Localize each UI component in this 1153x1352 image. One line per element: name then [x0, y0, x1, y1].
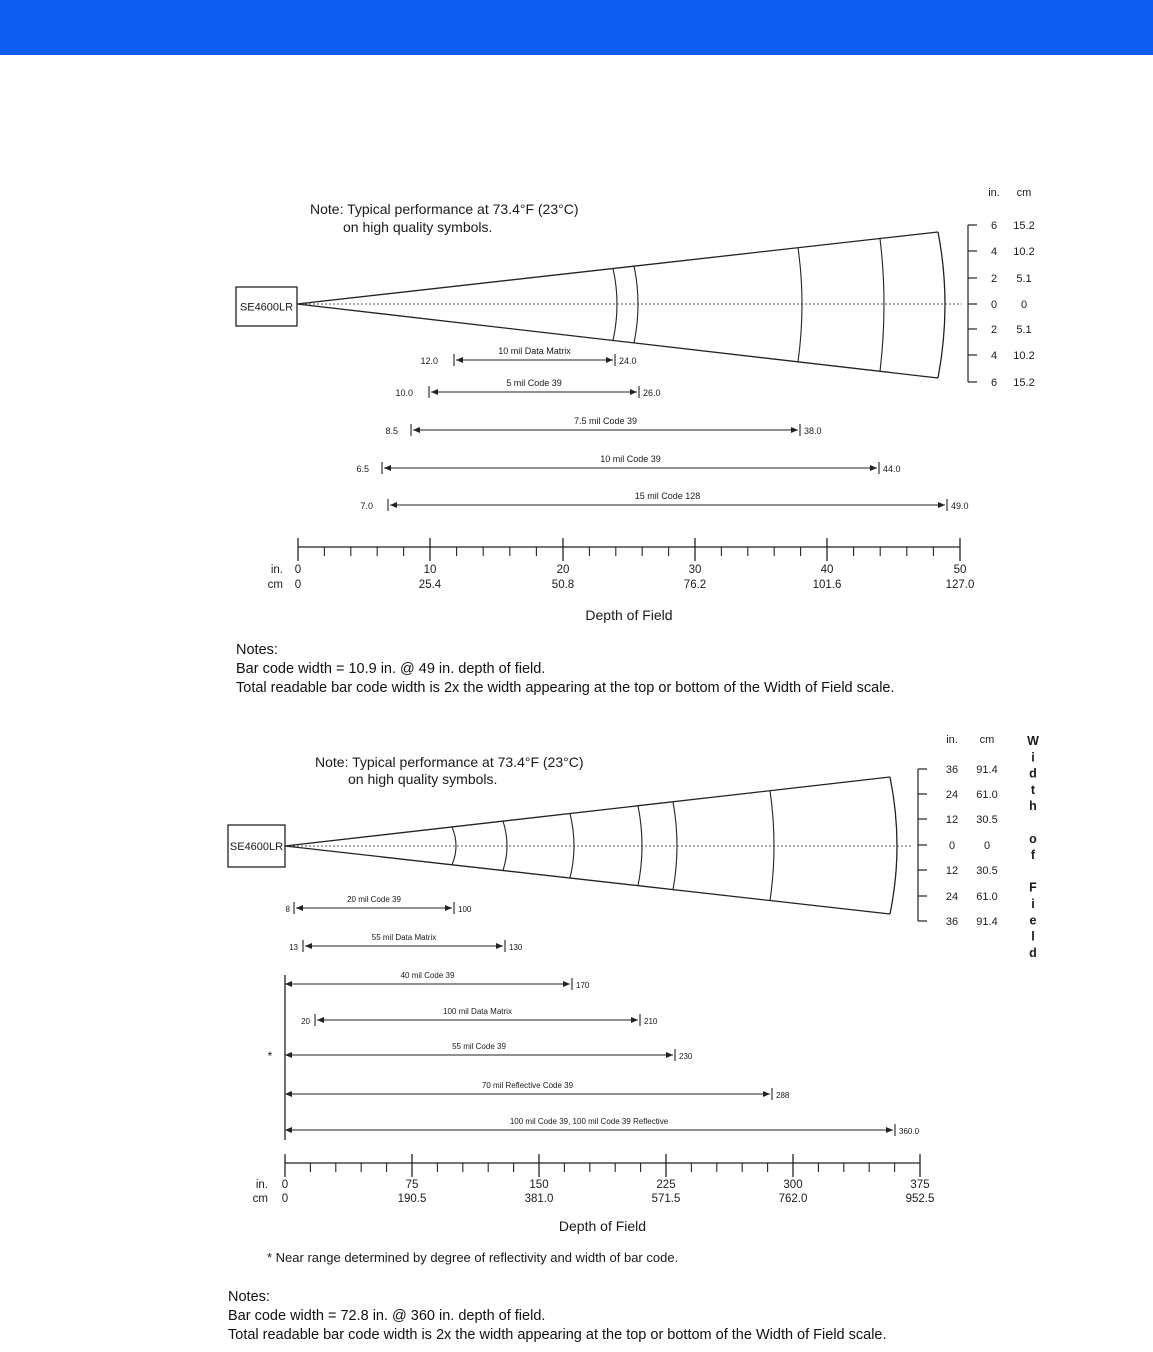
fig1-depth-axis-cm-label: 101.6 [812, 579, 842, 591]
fig1-range-near-label: 7.0 [360, 501, 373, 511]
fig2-range-far-label: 210 [644, 1017, 658, 1026]
fig2-range-far-label: 130 [509, 943, 523, 952]
fig2-range-arrow-left [305, 943, 312, 949]
fig1-depth-axis-in-label: 40 [820, 564, 834, 576]
fig1-range-near-label: 8.5 [385, 426, 398, 436]
fig2-temperature-note: Note: Typical performance at 73.4°F (23°C) [315, 754, 584, 770]
fig1-range-far-label: 49.0 [951, 501, 969, 511]
fig1-range-near-label: 12.0 [420, 356, 438, 366]
fig1-depth-axis-cm-label: 50.8 [551, 579, 575, 591]
fig2-range-arrow-right [886, 1127, 893, 1133]
fig2-range-near-label: 13 [289, 943, 298, 952]
fig2-width-tick-cm-label: 61.0 [976, 789, 998, 801]
fig1-range-symbology-label: 7.5 mil Code 39 [573, 416, 638, 426]
fig1-width-tick-in-label: 4 [990, 246, 998, 258]
fig2-width-of-field-letter: e [1029, 913, 1037, 928]
fig1-depth-axis-in-label: 50 [953, 564, 967, 576]
fig2-depth-axis-in-label: 75 [405, 1179, 419, 1191]
fig1-width-tick-cm-label: 10.2 [1013, 246, 1035, 258]
fig1-width-tick-in-label: 2 [990, 324, 998, 336]
fig1-range-boundary-arc [880, 239, 884, 372]
fig2-width-tick-cm-label: 61.0 [976, 891, 998, 903]
fig1-depth-axis-in-unit: in. [270, 564, 283, 576]
fig1-width-unit-cm: cm [1016, 187, 1032, 199]
fig2-width-tick-cm-label: 91.4 [976, 764, 998, 776]
fig1-scanner-label: SE4600LR [239, 301, 294, 314]
fig2-range-arrow-right [445, 905, 452, 911]
fig1-width-tick-cm-label: 5.1 [1016, 273, 1032, 285]
fig1-width-tick-cm-label: 5.1 [1016, 324, 1032, 336]
fig1-range-far-label: 38.0 [804, 426, 822, 436]
fig1-width-tick-in-label: 4 [990, 350, 998, 362]
fig1-range-arrow-right [870, 465, 877, 471]
fig1-cone-bottom-edge [297, 304, 938, 378]
fig1-range-near-label: 10.0 [395, 388, 413, 398]
fig2-width-of-field-letter: o [1029, 831, 1037, 846]
notes-line-1: Bar code width = 10.9 in. @ 49 in. depth of field. [236, 661, 546, 677]
fig2-cone-end-arc [890, 777, 897, 914]
fig1-range-far-label: 26.0 [643, 388, 661, 398]
fig2-depth-axis-in-label: 150 [529, 1179, 549, 1191]
fig2-width-of-field-letter: i [1031, 897, 1035, 911]
fig2-range-arrow-left [285, 981, 292, 987]
fig2-near-range-footnote: * Near range determined by degree of reflectivity and width of bar code. [267, 1250, 679, 1265]
fig1-range-boundary-arc [634, 266, 638, 343]
fig1-range-boundary-arc [798, 248, 802, 362]
figure-1-notes [236, 641, 895, 698]
fig2-range-far-label: 230 [679, 1052, 693, 1061]
fig2-width-of-field-letter: F [1029, 880, 1037, 895]
fig2-depth-axis-in-label: 225 [656, 1179, 676, 1191]
fig2-width-tick-cm-label: 0 [983, 840, 991, 852]
fig1-width-tick-in-label: 2 [990, 273, 998, 285]
fig1-depth-axis-cm-label: 25.4 [418, 579, 442, 591]
fig2-range-arrow-left [285, 1127, 292, 1133]
fig2-depth-axis-in-unit: in. [255, 1179, 268, 1191]
fig1-width-tick-in-label: 6 [990, 220, 998, 232]
fig2-range-near-label: 20 [301, 1017, 310, 1026]
fig2-depth-axis-cm-unit: cm [252, 1193, 268, 1205]
fig1-depth-axis-in-label: 20 [556, 564, 570, 576]
fig2-range-far-label: 170 [576, 981, 590, 990]
fig2-range-boundary-arc [770, 791, 774, 901]
fig2-depth-axis-in-label: 300 [783, 1179, 803, 1191]
fig2-width-tick-in-label: 12 [945, 865, 959, 877]
fig2-width-of-field-letter: i [1031, 750, 1035, 765]
fig2-range-symbology-label: 55 mil Code 39 [452, 1042, 506, 1051]
fig2-range-arrow-right [563, 981, 570, 987]
fig2-width-of-field-letter: l [1031, 929, 1035, 944]
notes-line-2: Total readable bar code width is 2x the width appearing at the top or bottom of the Width of Field scale. [228, 1327, 887, 1343]
fig1-range-arrow-left [384, 465, 391, 471]
fig1-range-arrow-left [456, 357, 463, 363]
fig1-range-symbology-label: 5 mil Code 39 [506, 378, 562, 388]
fig2-range-arrow-right [763, 1091, 770, 1097]
fig1-range-arrow-left [413, 427, 420, 433]
fig2-width-tick-cm-label: 91.4 [976, 916, 998, 928]
fig1-range-arrow-right [606, 357, 613, 363]
fig1-range-arrow-left [390, 502, 397, 508]
fig1-range-symbology-label: 10 mil Code 39 [600, 454, 661, 464]
fig2-range-symbology-label: 20 mil Code 39 [347, 895, 401, 904]
fig2-range-symbology-label: 55 mil Data Matrix [371, 933, 437, 942]
fig1-range-arrow-left [431, 389, 438, 395]
fig1-range-arrow-right [630, 389, 637, 395]
notes-heading: Notes: [236, 642, 278, 658]
fig2-cone-top-edge [285, 777, 890, 846]
fig1-width-unit-in: in. [988, 187, 1000, 199]
fig1-temperature-note: Note: Typical performance at 73.4°F (23°C) [310, 201, 579, 217]
fig1-width-tick-cm-label: 15.2 [1013, 377, 1035, 389]
fig2-range-arrow-left [285, 1052, 292, 1058]
fig2-range-symbology-label: 40 mil Code 39 [400, 971, 455, 980]
fig2-width-tick-in-label: 36 [945, 916, 959, 928]
fig2-width-of-field-letter: f [1030, 848, 1036, 863]
fig2-depth-axis-cm-label: 381.0 [524, 1193, 554, 1205]
fig1-width-tick-cm-label: 0 [1020, 299, 1028, 311]
fig2-depth-axis-cm-label: 571.5 [651, 1193, 681, 1205]
fig2-depth-axis-cm-label: 762.0 [778, 1193, 808, 1205]
fig1-depth-axis-cm-label: 0 [294, 579, 302, 591]
fig2-depth-axis-cm-label: 0 [281, 1193, 289, 1205]
fig1-width-tick-cm-label: 15.2 [1013, 220, 1035, 232]
fig2-width-tick-in-label: 36 [945, 764, 959, 776]
fig1-depth-axis-in-label: 0 [294, 564, 302, 576]
fig1-cone-top-edge [297, 232, 938, 304]
fig2-range-far-label: 360.0 [899, 1127, 920, 1136]
fig1-depth-axis-cm-label: 127.0 [945, 579, 975, 591]
fig2-range-arrow-left [296, 905, 303, 911]
fig2-range-arrow-right [666, 1052, 673, 1058]
fig2-width-unit-in: in. [946, 734, 958, 746]
fig2-width-tick-in-label: 24 [945, 789, 959, 801]
fig1-width-tick-in-label: 0 [990, 299, 998, 311]
fig1-width-tick-in-label: 6 [990, 377, 998, 389]
fig2-range-symbology-label: 70 mil Reflective Code 39 [481, 1081, 574, 1090]
fig1-range-far-label: 24.0 [619, 356, 637, 366]
fig1-quality-note: on high quality symbols. [343, 219, 493, 235]
fig2-width-of-field-letter: t [1030, 782, 1036, 797]
fig1-depth-axis-in-label: 10 [423, 564, 437, 576]
fig1-depth-axis-cm-label: 76.2 [683, 579, 707, 591]
notes-line-1: Bar code width = 72.8 in. @ 360 in. depth of field. [228, 1308, 546, 1324]
fig2-width-tick-cm-label: 30.5 [976, 865, 998, 877]
fig2-width-tick-in-label: 12 [945, 814, 959, 826]
fig2-width-of-field-letter: h [1029, 799, 1037, 814]
fig1-range-symbology-label: 10 mil Data Matrix [498, 346, 571, 356]
fig1-cone-end-arc [938, 232, 945, 378]
fig2-range-near-label: 8 [285, 905, 290, 914]
notes-line-2: Total readable bar code width is 2x the width appearing at the top or bottom of the Width of Field scale. [236, 680, 895, 696]
fig2-range-far-label: 288 [776, 1091, 790, 1100]
fig2-range-far-label: 100 [458, 905, 472, 914]
fig2-range-symbology-label: 100 mil Data Matrix [443, 1007, 512, 1016]
fig2-width-tick-in-label: 0 [948, 840, 956, 852]
fig1-range-near-label: 6.5 [356, 464, 369, 474]
fig2-depth-axis-in-label: 0 [281, 1179, 289, 1191]
fig2-width-of-field-letter: W [1027, 734, 1039, 748]
fig2-near-range-marker: * [267, 1049, 273, 1063]
fig2-width-of-field-letter: d [1029, 766, 1037, 781]
fig2-depth-axis-in-label: 375 [910, 1179, 930, 1191]
fig1-range-arrow-right [791, 427, 798, 433]
fig2-width-tick-cm-label: 30.5 [976, 814, 998, 826]
fig2-width-unit-cm: cm [979, 734, 995, 746]
fig2-scanner-label: SE4600LR [229, 841, 284, 853]
fig2-quality-note: on high quality symbols. [348, 771, 498, 787]
fig2-depth-axis-cm-label: 952.5 [905, 1193, 935, 1205]
fig1-range-symbology-label: 15 mil Code 128 [634, 491, 701, 501]
fig1-depth-axis-in-label: 30 [688, 564, 702, 576]
fig1-range-arrow-right [938, 502, 945, 508]
fig2-range-symbology-label: 100 mil Code 39, 100 mil Code 39 Reflective [509, 1117, 669, 1126]
fig2-depth-axis-title: Depth of Field [558, 1218, 647, 1234]
fig2-range-arrow-right [496, 943, 503, 949]
fig2-range-arrow-right [631, 1017, 638, 1023]
notes-heading: Notes: [228, 1289, 270, 1305]
fig2-range-arrow-left [317, 1017, 324, 1023]
fig2-range-arrow-left [285, 1091, 292, 1097]
fig1-width-tick-cm-label: 10.2 [1013, 350, 1035, 362]
fig2-depth-axis-cm-label: 190.5 [397, 1193, 427, 1205]
fig1-range-far-label: 44.0 [883, 464, 901, 474]
fig2-width-tick-in-label: 24 [945, 891, 959, 903]
figure-2-notes [228, 1288, 887, 1345]
fig1-depth-axis-title: Depth of Field [585, 607, 673, 623]
fig1-depth-axis-cm-unit: cm [267, 579, 283, 591]
fig1-range-boundary-arc [613, 269, 617, 341]
fig2-width-of-field-letter: d [1029, 945, 1037, 960]
